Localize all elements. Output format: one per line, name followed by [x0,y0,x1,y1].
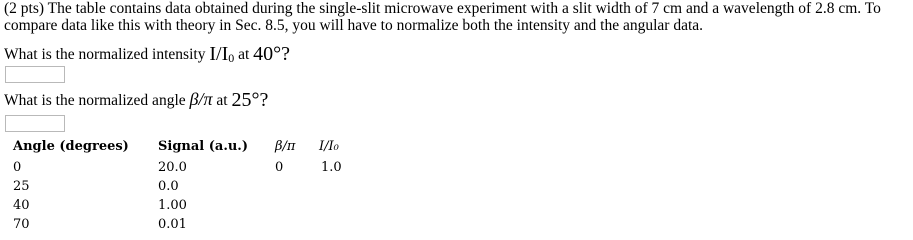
problem-text-line-2: compare data like this with theory in Sec. 8.5, you will have to normalize both the intensity and the angular data. [4,17,704,34]
table-cell-ratio: 1.0 [321,160,342,175]
question-intensity-symbol-i0: I [221,43,229,65]
table-cell-signal: 20.0 [158,160,187,175]
table-cell-signal: 0.0 [158,179,179,194]
table-cell-angle: 70 [13,217,30,232]
question-intensity-qmark: ? [281,43,291,65]
problem-statement [4,0,910,34]
table-cell-angle: 40 [13,198,30,213]
question-angle-qmark: ? [259,89,269,111]
angle-answer-input[interactable] [5,115,65,132]
table-cell-signal: 0.01 [158,217,187,232]
question-angle [4,88,268,112]
table-cell-signal: 1.00 [158,198,187,213]
question-intensity-symbol-i: I [209,43,216,65]
table-header-beta: β/π [275,139,296,154]
table-header-signal: Signal (a.u.) [158,139,248,154]
table-header-ratio: I/I₀ [319,139,339,154]
table-cell-beta: 0 [275,160,284,175]
question-intensity-slash: / [216,43,222,65]
problem-text-line-1: (2 pts) The table contains data obtained during the single-slit microwave experiment with a slit width of 7 cm and a wavelength of 2.8 cm. To [4,0,881,17]
question-intensity-angle: 40° [253,43,282,65]
question-angle-symbol: β/π [189,89,213,109]
question-angle-prefix: What is the normalized angle [4,92,190,109]
question-intensity-at: at [234,46,254,63]
question-angle-value: 25° [231,89,260,111]
question-intensity-prefix: What is the normalized intensity [4,46,210,63]
question-intensity-subscript: 0 [228,51,235,65]
table-cell-angle: 0 [13,160,22,175]
question-angle-at: at [212,92,232,109]
intensity-answer-input[interactable] [5,66,65,83]
table-header-angle: Angle (degrees) [13,139,129,154]
table-cell-angle: 25 [13,179,30,194]
